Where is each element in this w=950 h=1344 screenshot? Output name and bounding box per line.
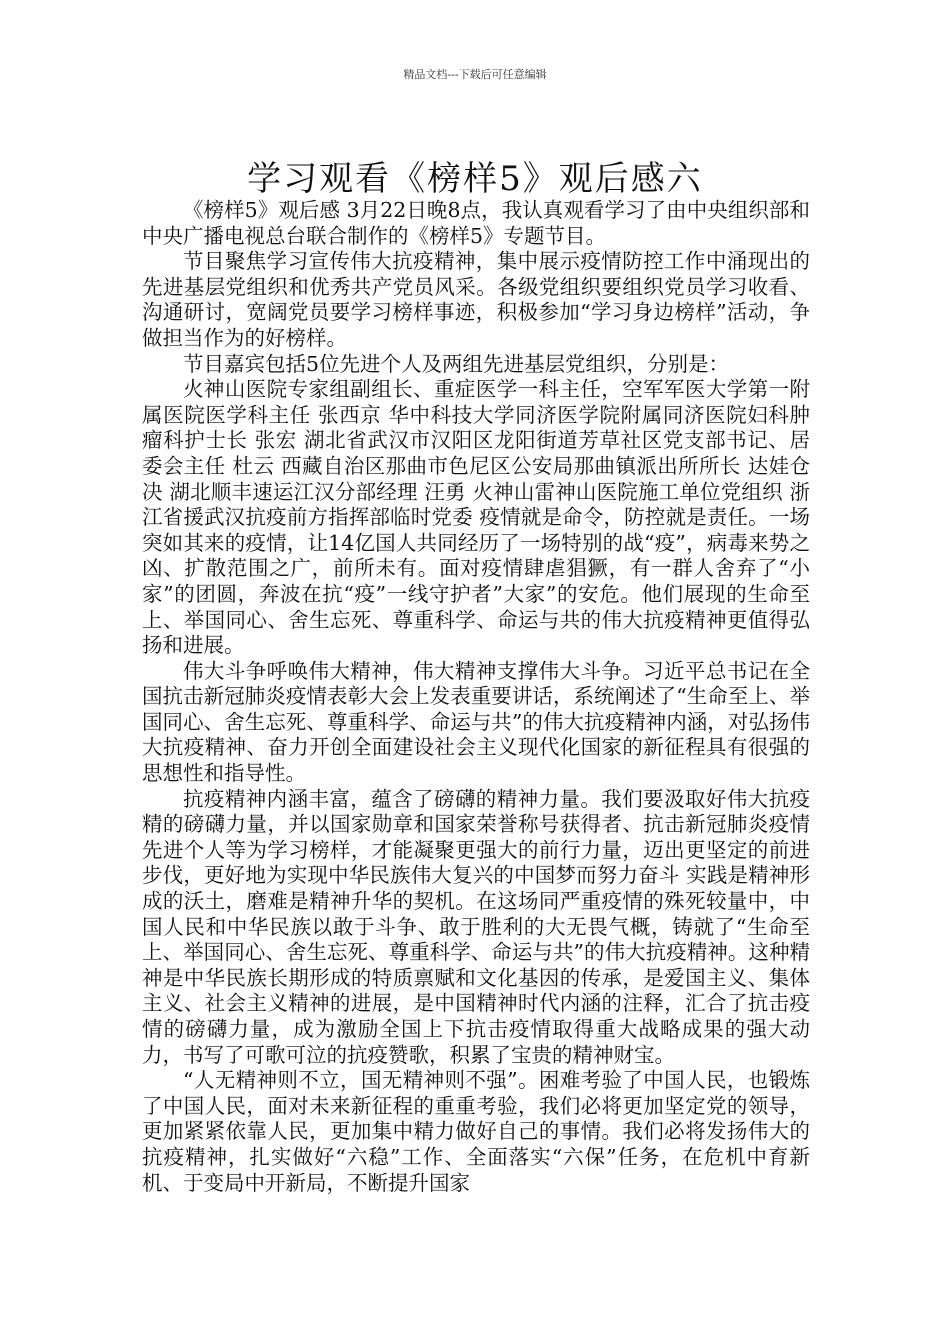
page-header-note: 精品文档---下载后可任意编辑 bbox=[403, 68, 547, 81]
paragraph-guests-intro: 节目嘉宾包括5位先进个人及两组先进基层党组织，分别是： bbox=[183, 351, 730, 376]
paragraph-spirit-connotation: 抗疫精神内涵丰富，蕴含了磅礴的精神力量。我们要汲取好伟大抗疫精的磅礴力量，并以国家勋章和国家荣誉称号获得者、抗击新冠肺炎疫情先进个人等为学习榜样，才能凝聚更强大的前行力量，迈出更坚定的前进步伐，更好地为实现中华民族伟大复兴的中国梦而努力奋斗 实践是精神形成的沃土，磨难是精神升华的契机。在这场同严重疫情的殊死较量中，中国人民和中华民族以敢于斗争、敢于胜利的大无畏气概，铸就了“生命至上、举国同心、舍生忘死、尊重科学、命运与共”的伟大抗疫精神。这种精神是中华民族长期形成的特质禀赋和文化基因的传承，是爱国主义、集体主义、社会主义精神的进展，是中国精神时代内涵的注释，汇合了抗击疫情的磅礴力量，成为激励全国上下抗击疫情取得重大战略成果的强大动力，书写了可歌可泣的抗疫赞歌，积累了宝贵的精神财宝。 bbox=[142, 786, 810, 1067]
paragraph-intro: 《榜样5》观后感 3月22日晚8点，我认真观看学习了由中央组织部和中央广播电视总台联合制作的《榜样5》专题节目。 bbox=[142, 198, 810, 248]
paragraph-conclusion: “人无精神则不立，国无精神则不强”。困难考验了中国人民，也锻炼了中国人民，面对未来新征程的重重考验，我们必将更加坚定党的领导，更加紧紧依靠人民，更加集中精力做好自己的事情。我们必将发扬伟大的抗疫精神，扎实做好“六稳”工作、全面落实“六保”任务，在危机中育新机、于变局中开新局，不断提升国家 bbox=[142, 1068, 810, 1195]
document-body bbox=[142, 198, 810, 1196]
paragraph-great-spirit: 伟大斗争呼唤伟大精神，伟大精神支撑伟大斗争。习近平总书记在全国抗击新冠肺炎疫情表彰大会上发表重要讲话，系统阐述了“生命至上、举国同心、舍生忘死、尊重科学、命运与共”的伟大抗疫精神内涵，对弘扬伟大抗疫精神、奋力开创全面建设社会主义现代化国家的新征程具有很强的思想性和指导性。 bbox=[142, 658, 810, 786]
paragraph-guests-list: 火神山医院专家组副组长、重症医学一科主任，空军军医大学第一附属医院医学科主任 张西京 华中科技大学同济医学院附属同济医院妇科肿瘤科护士长 张宏 湖北省武汉市汉阳区龙阳街道芳草社区党支部书记、居委会主任 杜云 西藏自治区那曲市色尼区公安局那曲镇派出所所长 达娃仓决 湖北顺丰速运江汉分部经理 汪勇 火神山雷神山医院施工单位党组织 浙江省援武汉抗疫前方指挥部临时党委 疫情就是命令，防控就是责任。一场突如其来的疫情，让14亿国人共同经历了一场特别的战“疫”，病毒来势之凶、扩散范围之广，前所未有。面对疫情肆虐猖獗，有一群人舍弃了“小家”的团圆，奔波在抗“疫”一线守护者”大家”的安危。他们展现的生命至上、举国同心、舍生忘死、尊重科学、命运与共的伟大抗疫精神更值得弘扬和进展。 bbox=[142, 377, 810, 658]
document-title: 学习观看《榜样5》观后感六 bbox=[247, 158, 703, 199]
paragraph-program-focus: 节目聚焦学习宣传伟大抗疫精神，集中展示疫情防控工作中涌现出的先进基层党组织和优秀共产党员风采。各级党组织要组织党员学习收看、沟通研讨，宽阔党员要学习榜样事迹，积极参加“学习身边榜样”活动，争做担当作为的好榜样。 bbox=[142, 249, 810, 350]
